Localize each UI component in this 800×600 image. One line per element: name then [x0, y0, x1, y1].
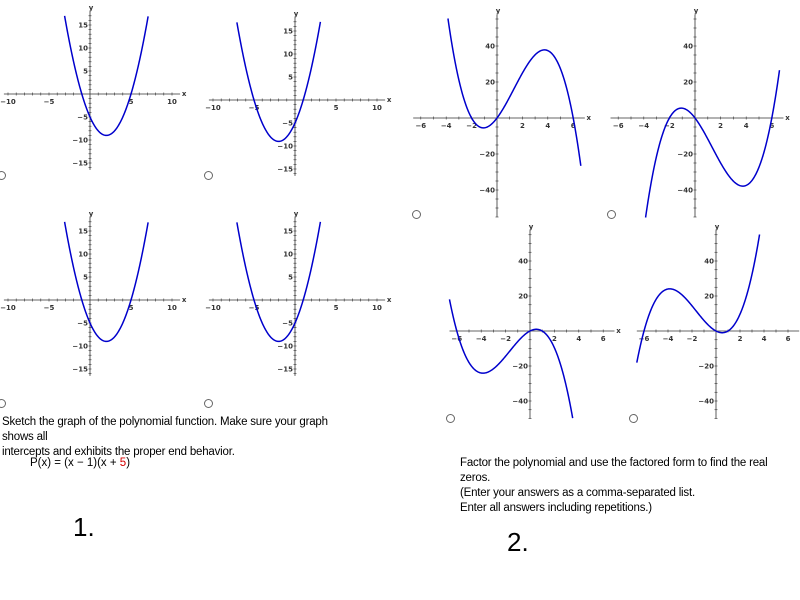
x-tick-label: −2 — [500, 335, 511, 343]
y-axis-label: y — [293, 9, 299, 18]
p1-equation-lhs: P(x) = (x − 1)(x + — [30, 457, 120, 469]
p1-number-label: 1. — [73, 512, 95, 542]
p2-instructions — [460, 456, 780, 516]
x-tick-label: 5 — [128, 98, 134, 106]
p2-instruction-line-1: Factor the polynomial and use the factored form to find the real zeros. — [460, 457, 768, 484]
y-axis-label: y — [88, 3, 94, 12]
x-axis-label: x — [386, 96, 392, 104]
x-tick-label: 6 — [785, 335, 791, 343]
y-axis-label: y — [495, 7, 501, 15]
x-tick-label: 6 — [600, 335, 606, 343]
p2-instruction-line-2: (Enter your answers as a comma-separated list. — [460, 487, 695, 499]
y-axis-label: y — [714, 222, 720, 231]
p1-graph-1 — [0, 3, 190, 178]
y-tick-label: 20 — [485, 78, 495, 87]
y-tick-label: 15 — [283, 227, 293, 236]
x-tick-label: −6 — [638, 335, 650, 343]
x-axis-label: x — [386, 296, 392, 304]
y-tick-label: 20 — [704, 292, 714, 301]
y-tick-label: −40 — [677, 186, 693, 195]
x-tick-label: 10 — [167, 98, 177, 106]
p1-radio-2[interactable] — [204, 171, 213, 180]
polynomial-curve — [237, 222, 321, 342]
x-tick-label: 2 — [737, 335, 743, 343]
x-tick-label: −5 — [248, 304, 260, 312]
x-tick-label: −5 — [43, 304, 55, 312]
x-tick-label: 4 — [576, 335, 582, 343]
x-tick-label: 4 — [743, 122, 749, 130]
x-axis-label: x — [616, 327, 621, 335]
x-tick-label: 2 — [519, 122, 525, 130]
y-axis-label: y — [293, 209, 299, 218]
y-tick-label: 40 — [518, 257, 528, 266]
p2-radio-1[interactable] — [412, 210, 421, 219]
p1-radio-4[interactable] — [204, 399, 213, 408]
x-tick-label: 6 — [570, 122, 576, 130]
y-tick-label: −20 — [698, 362, 714, 371]
y-tick-label: 5 — [83, 67, 88, 76]
y-tick-label: −10 — [277, 142, 293, 151]
y-tick-label: 40 — [704, 257, 714, 266]
p1-graph-2 — [205, 8, 395, 178]
p2-radio-2[interactable] — [607, 210, 616, 219]
y-axis-label: y — [693, 7, 699, 15]
y-tick-label: −15 — [72, 159, 88, 168]
y-tick-label: −15 — [277, 365, 293, 374]
x-axis-label: x — [785, 114, 790, 122]
polynomial-curve — [449, 299, 572, 418]
p2-number-label: 2. — [507, 527, 529, 557]
x-tick-label: −10 — [0, 98, 16, 106]
y-tick-label: 15 — [283, 27, 293, 36]
x-tick-label: 6 — [769, 122, 775, 130]
y-tick-label: 15 — [78, 21, 88, 30]
y-tick-label: −5 — [282, 119, 293, 128]
p1-equation-red-value: 5 — [119, 457, 127, 469]
y-tick-label: 5 — [288, 273, 293, 282]
y-tick-label: 10 — [283, 250, 293, 259]
y-tick-label: −40 — [512, 397, 528, 406]
p2-graph-1 — [415, 0, 600, 220]
x-tick-label: 4 — [545, 122, 551, 130]
x-tick-label: −5 — [43, 98, 55, 106]
x-axis-label: x — [586, 114, 592, 122]
y-tick-label: 40 — [683, 42, 693, 51]
x-tick-label: −6 — [451, 335, 463, 343]
x-tick-label: 10 — [372, 304, 382, 312]
p2-radio-4[interactable] — [629, 414, 638, 423]
x-tick-label: −2 — [466, 122, 477, 130]
x-tick-label: −10 — [205, 304, 221, 312]
x-tick-label: 10 — [372, 104, 382, 112]
p1-equation-close: ) — [126, 457, 131, 469]
x-tick-label: −5 — [248, 104, 260, 112]
x-tick-label: −10 — [205, 104, 221, 112]
x-tick-label: 5 — [128, 304, 134, 312]
x-axis-label: x — [181, 296, 187, 304]
polynomial-curve — [637, 234, 760, 362]
y-tick-label: −20 — [512, 362, 528, 371]
y-tick-label: 5 — [83, 273, 88, 282]
y-axis-label: y — [528, 222, 534, 231]
p2-graph-4 — [636, 222, 800, 420]
x-tick-label: −4 — [475, 335, 487, 343]
y-tick-label: −20 — [677, 150, 693, 159]
y-tick-label: −40 — [479, 186, 495, 195]
p1-instructions — [2, 415, 362, 460]
x-tick-label: 2 — [551, 335, 557, 343]
p2-radio-3[interactable] — [446, 414, 455, 423]
x-tick-label: −2 — [664, 122, 675, 130]
y-tick-label: 10 — [78, 250, 88, 259]
y-tick-label: 20 — [683, 78, 693, 87]
y-tick-label: −15 — [72, 365, 88, 374]
y-tick-label: −5 — [77, 113, 88, 122]
p1-radio-3[interactable] — [0, 399, 6, 408]
y-tick-label: −10 — [277, 342, 293, 351]
y-tick-label: 20 — [518, 292, 528, 301]
x-tick-label: 2 — [718, 122, 724, 130]
p1-radio-1[interactable] — [0, 171, 6, 180]
p2-graph-3 — [450, 222, 621, 420]
x-axis-label: x — [181, 90, 187, 98]
y-tick-label: 5 — [288, 73, 293, 82]
x-tick-label: 4 — [761, 335, 767, 343]
y-tick-label: −10 — [72, 342, 88, 351]
y-axis-label: y — [88, 209, 94, 218]
polynomial-curve — [646, 70, 780, 217]
x-tick-label: −6 — [612, 122, 624, 130]
p1-instruction-line-1: Sketch the graph of the polynomial function. Make sure your graph shows all — [2, 416, 328, 443]
x-tick-label: −6 — [415, 122, 427, 130]
y-tick-label: −10 — [72, 136, 88, 145]
y-tick-label: 10 — [283, 50, 293, 59]
x-tick-label: −2 — [686, 335, 698, 343]
y-tick-label: −5 — [77, 319, 88, 328]
p2-graph-2 — [612, 0, 800, 220]
y-tick-label: −20 — [479, 150, 495, 159]
y-tick-label: 15 — [78, 227, 88, 236]
y-tick-label: −5 — [282, 319, 293, 328]
p1-instruction-line-2: intercepts and exhibits the proper end behavior. — [2, 446, 235, 458]
x-tick-label: −10 — [0, 304, 16, 312]
x-tick-label: 10 — [167, 304, 177, 312]
p2-instruction-line-3: Enter all answers including repetitions.) — [460, 502, 652, 514]
p1-equation — [30, 457, 130, 469]
p1-graph-4 — [205, 210, 395, 400]
y-tick-label: −15 — [277, 165, 293, 174]
x-tick-label: −4 — [638, 122, 650, 130]
y-tick-label: −40 — [698, 397, 714, 406]
x-tick-label: 5 — [333, 304, 339, 312]
polynomial-curve — [237, 22, 321, 142]
x-tick-label: −4 — [662, 335, 674, 343]
x-tick-label: 5 — [333, 104, 339, 112]
y-tick-label: 40 — [485, 42, 495, 51]
polynomial-curve — [448, 19, 581, 166]
y-tick-label: 10 — [78, 44, 88, 53]
x-tick-label: −4 — [440, 122, 452, 130]
p1-graph-3 — [0, 210, 190, 400]
